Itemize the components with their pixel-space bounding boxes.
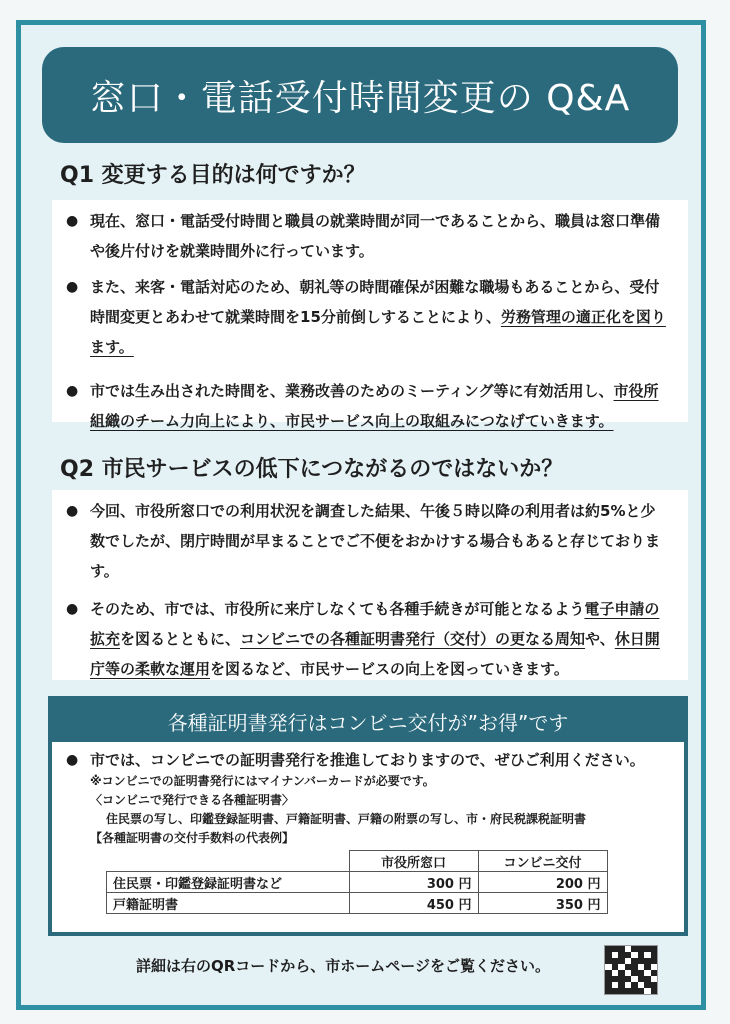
q1-item-3-text	[90, 376, 670, 436]
conbini-note: ※コンビニでの証明書発行にはマイナンバーカードが必要です。	[90, 774, 435, 788]
bullet-icon: ●	[66, 601, 79, 617]
bullet-icon: ●	[66, 503, 79, 519]
table-cell: 200 円	[478, 872, 607, 893]
q1-item-3	[66, 376, 670, 436]
q1-item-2-underlined: 労務管理の適正化を図ります。	[90, 308, 666, 356]
q2-item-2-part: を図るなど、市民サービスの向上を図っていきます。	[210, 660, 569, 678]
q2-item-2-part: や、	[585, 630, 615, 648]
q1-item-1-text: 現在、窓口・電話受付時間と職員の就業時間が同一であることから、職員は窓口準備や後片付けを就業時間外に行っています。	[90, 212, 661, 260]
fee-table	[106, 850, 608, 914]
q1-item-3-pre: 市では生み出された時間を、業務改善のためのミーティング等に有効活用し、	[90, 382, 614, 400]
conbini-main	[66, 748, 670, 772]
table-header-conbini: コンビニ交付	[478, 851, 607, 872]
q1-item-2-text	[90, 272, 670, 362]
table-header-empty	[107, 851, 350, 872]
title-banner	[42, 47, 678, 143]
q2-item-2-part: を図るとともに、	[120, 630, 241, 648]
q2-panel	[52, 490, 688, 680]
table-row	[107, 893, 608, 914]
conbini-main-text: 市では、コンビニでの証明書発行を推進しておりますので、ぜひご利用ください。	[90, 751, 645, 769]
page-title: 窓口・電話受付時間変更の Q&A	[89, 77, 631, 119]
q2-item-2-text	[90, 594, 670, 684]
table-header-row	[107, 851, 608, 872]
table-cell: 住民票・印鑑登録証明書など	[107, 872, 350, 893]
q1-item-1	[66, 206, 670, 266]
table-header-window: 市役所窓口	[349, 851, 478, 872]
q2-item-1	[66, 496, 670, 586]
table-cell: 350 円	[478, 893, 607, 914]
qr-code-icon[interactable]	[604, 945, 658, 995]
table-row	[107, 872, 608, 893]
q1-title: Q1 変更する目的は何ですか？	[60, 163, 366, 188]
bullet-icon: ●	[66, 213, 79, 229]
q2-item-2	[66, 594, 670, 684]
bullet-icon: ●	[66, 279, 79, 295]
q2-item-1-text: 今回、市役所窓口での利用状況を調査した結果、午後５時以降の利用者は約5%と少数でしたが、閉庁時間が早まることでご不便をおかけする場合もあると存じております。	[90, 502, 661, 580]
q1-panel	[52, 200, 688, 430]
q2-item-2-underlined: 休日開庁等の柔軟な運用	[90, 630, 660, 678]
conbini-list-heading: 〈コンビニで発行できる各種証明書〉	[90, 793, 295, 807]
q1-item-3-underlined: 市役所組織のチーム力向上により、市民サービス向上の取組みにつなげていきます。	[90, 382, 659, 430]
q2-item-2-part: そのため、市では、市役所に来庁しなくても各種手続きが可能となるよう	[90, 600, 585, 618]
q2-item-2-underlined: 電子申請の拡充	[90, 600, 660, 648]
table-cell: 戸籍証明書	[107, 893, 350, 914]
conbini-box	[48, 696, 688, 936]
table-cell: 450 円	[349, 893, 478, 914]
conbini-list: 住民票の写し、印鑑登録証明書、戸籍証明書、戸籍の附票の写し、市・府民税課税証明書	[106, 812, 587, 826]
q1-item-2-pre: また、来客・電話対応のため、朝礼等の時間確保が困難な職場もあることから、受付時間変更とあわせて就業時間を15分前倒しすることにより、	[90, 278, 660, 326]
conbini-heading: 各種証明書発行はコンビニ交付が”お得”です	[52, 700, 684, 742]
fee-heading: 【各種証明書の交付手数料の代表例】	[90, 831, 295, 845]
q1-item-2	[66, 272, 670, 362]
q2-item-2-underlined: コンビニでの各種証明書発行（交付）の更なる周知	[240, 630, 586, 648]
table-cell: 300 円	[349, 872, 478, 893]
q2-title: Q2 市民サービスの低下につながるのではないか？	[60, 457, 564, 482]
footer-text: 詳細は右のQRコードから、市ホームページをご覧ください。	[135, 957, 550, 975]
bullet-icon: ●	[66, 752, 79, 768]
bullet-icon: ●	[66, 383, 79, 399]
